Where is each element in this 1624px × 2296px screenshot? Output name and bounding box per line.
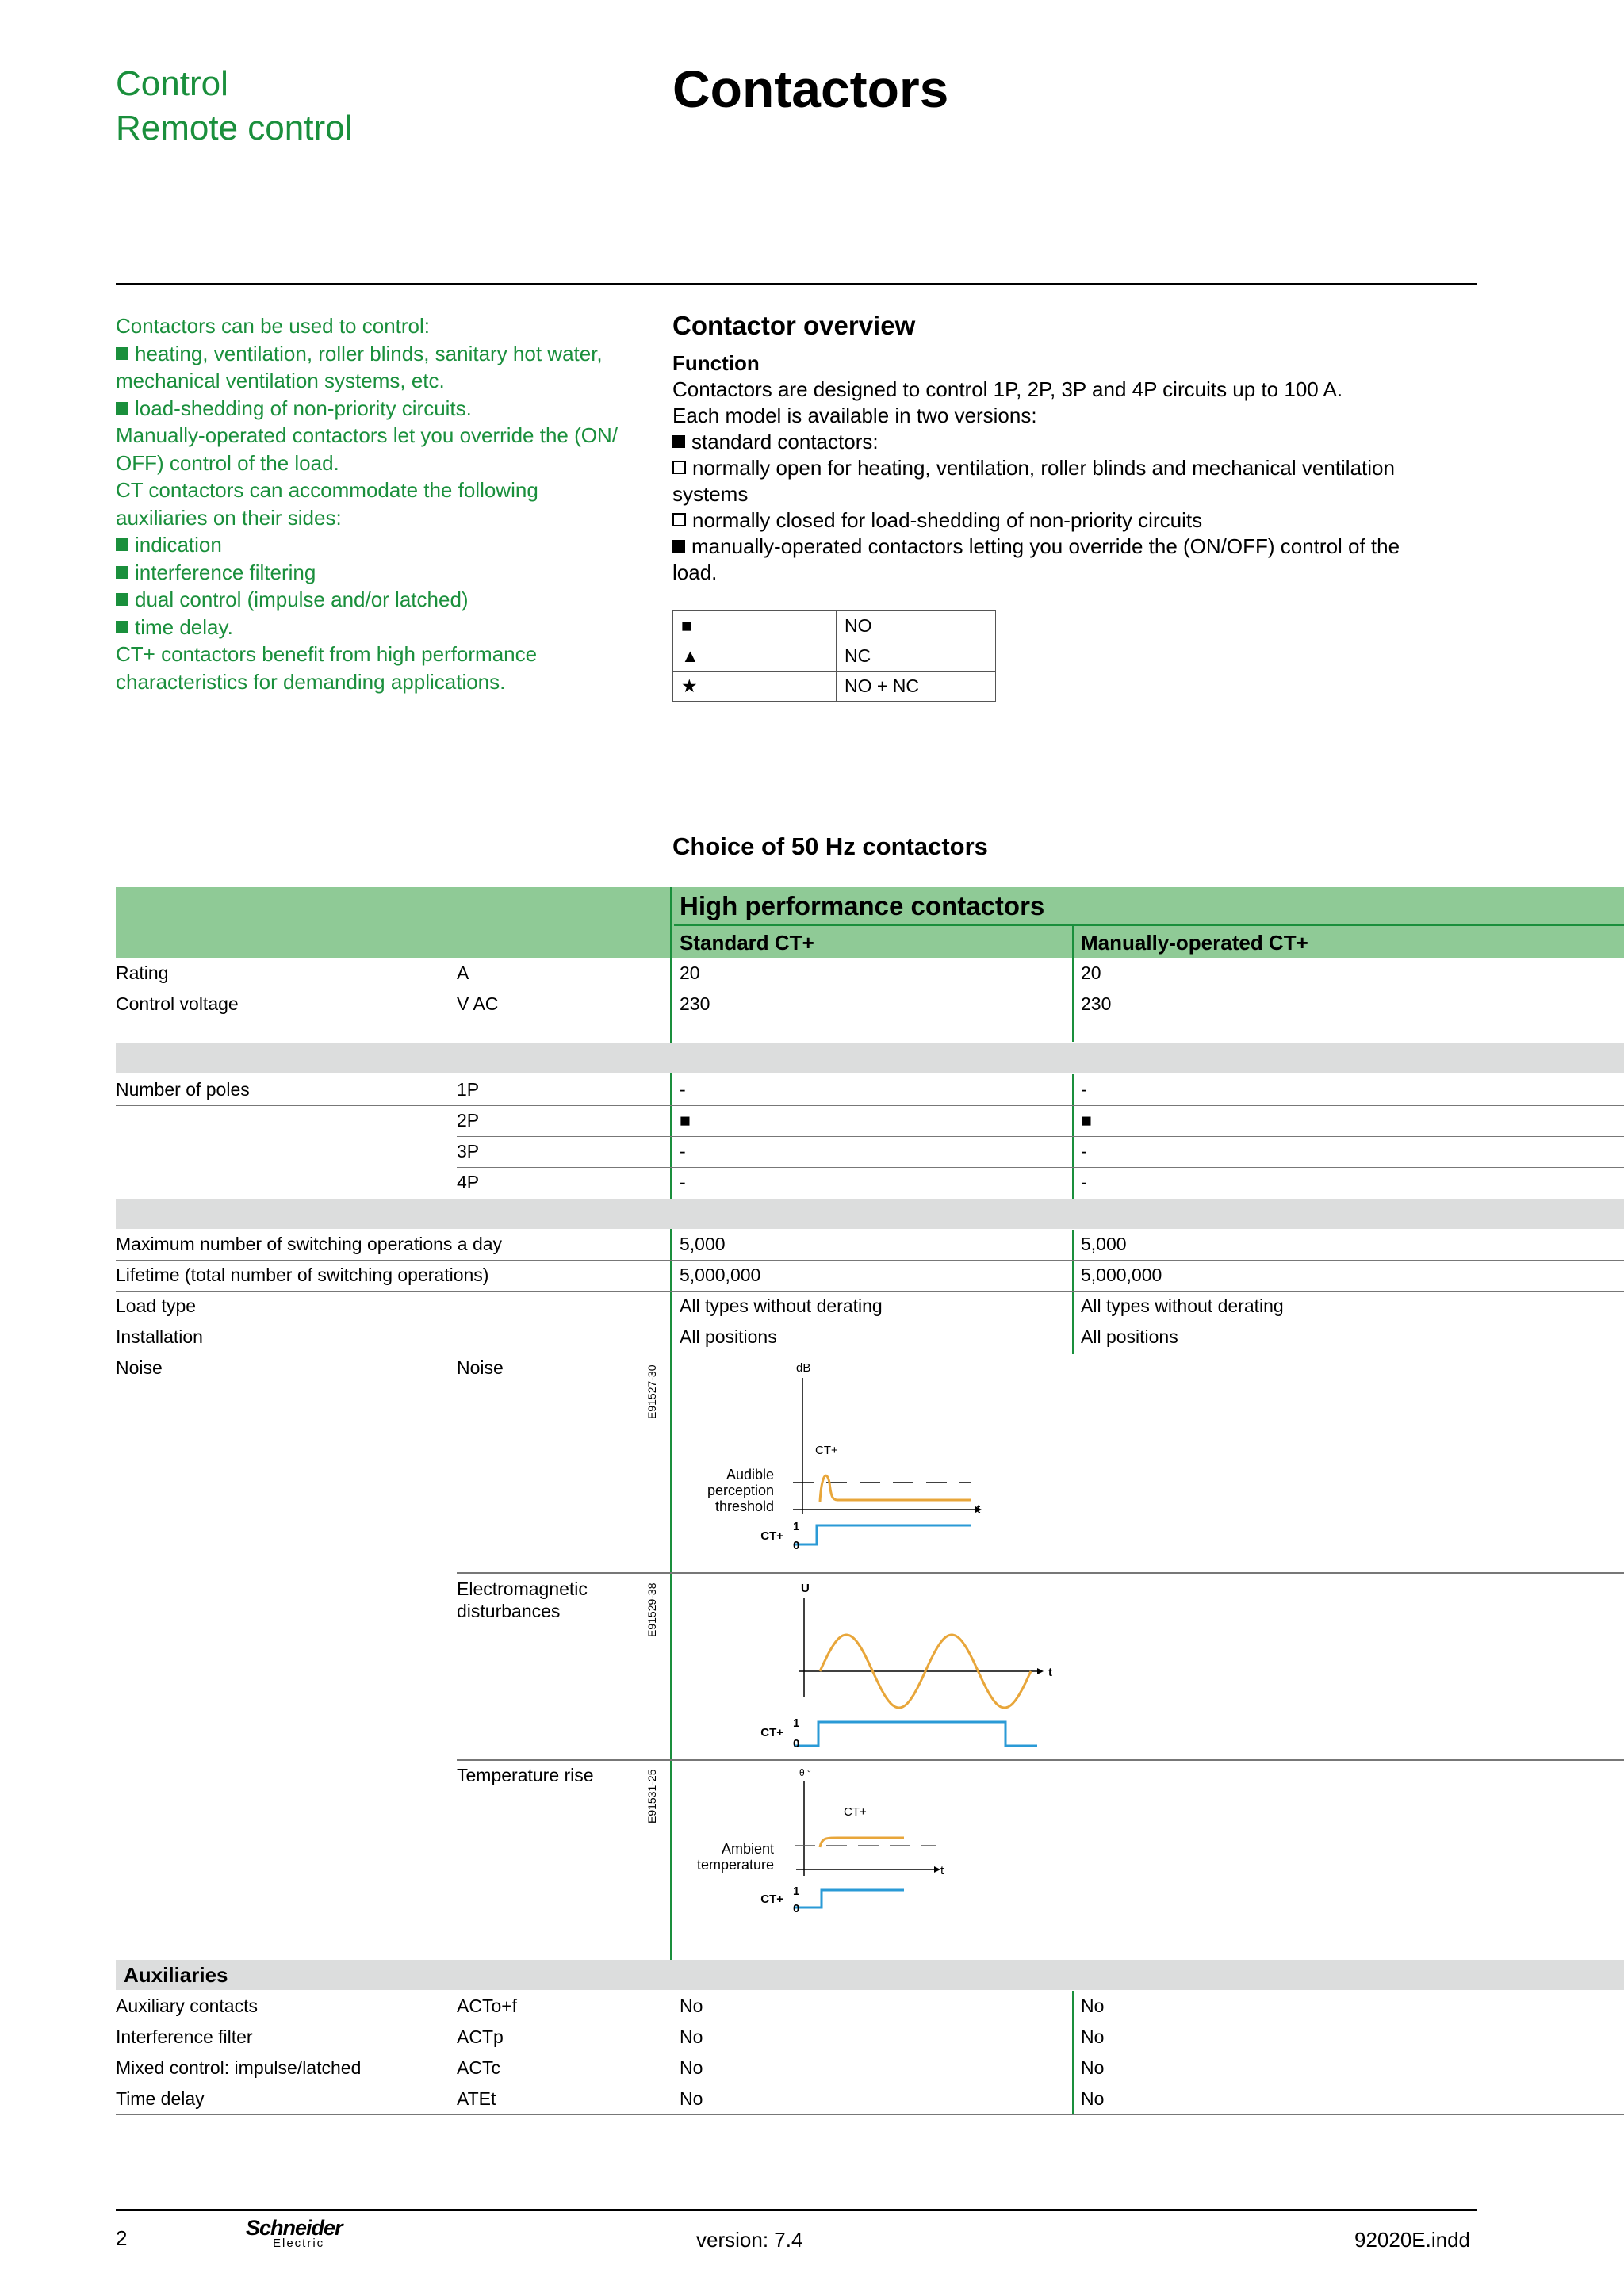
cell-standard: No	[680, 1996, 703, 2016]
overview-line	[672, 455, 1473, 481]
cell-standard: All positions	[680, 1326, 777, 1347]
ambient-label-line: temperature	[696, 1857, 774, 1873]
noise-diagram	[682, 1357, 999, 1556]
row-unit: ACTp	[457, 2026, 504, 2047]
table-row	[116, 1260, 1624, 1292]
control-signal	[795, 1722, 1037, 1746]
threshold-label-line: Audible	[726, 1467, 774, 1483]
arrow-icon	[934, 1866, 940, 1873]
intro-line: characteristics for demanding applications.	[116, 669, 506, 694]
cell-manual: 230	[1081, 993, 1112, 1014]
bullet-square-icon	[116, 621, 128, 633]
row-label: Installation	[116, 1326, 203, 1347]
row-label: Number of poles	[116, 1079, 250, 1100]
overview-line-text: standard contactors:	[691, 430, 879, 453]
header-divider	[116, 283, 1477, 285]
row-unit: ACTc	[457, 2057, 500, 2078]
table-row	[457, 1136, 1624, 1168]
overview-line: Contactors are designed to control 1P, 2P, 3P and 4P circuits up to 100 A.	[672, 377, 1343, 401]
row-unit: 3P	[457, 1141, 480, 1161]
legend-label: NO	[837, 611, 996, 641]
cell-standard: All types without derating	[680, 1295, 883, 1316]
col-manual-header: Manually-operated CT+	[1081, 931, 1308, 955]
table-row	[116, 2022, 1624, 2053]
intro-line	[116, 531, 647, 559]
noise-curve-label: CT+	[815, 1444, 838, 1457]
temp-curve-label: CT+	[844, 1805, 867, 1819]
legend-row	[673, 611, 996, 641]
signal-ctrl-label: CT+	[760, 1726, 783, 1739]
intro-line-text: interference filtering	[135, 560, 316, 584]
figure-ref: E91527-30	[645, 1364, 658, 1419]
emd-label-line: disturbances	[457, 1601, 561, 1621]
row-divider	[457, 1572, 1624, 1574]
legend-label: NO + NC	[837, 672, 996, 702]
table-row	[116, 1322, 1624, 1353]
cell-standard: No	[680, 2088, 703, 2109]
ambient-label-line: Ambient	[721, 1841, 774, 1857]
noise-y-axis-label: dB	[796, 1361, 811, 1375]
signal-zero-label: 0	[793, 1539, 800, 1552]
group-title: High performance contactors	[680, 891, 1045, 920]
emd-diagram	[682, 1578, 1063, 1756]
signal-one-label: 1	[793, 1885, 800, 1898]
bullet-square-icon	[116, 566, 128, 579]
row-unit: A	[457, 962, 469, 983]
section-band	[116, 1199, 1624, 1229]
intro-line: CT+ contactors benefit from high performance	[116, 642, 538, 666]
section-band	[116, 1043, 1624, 1073]
noise-sub-label: Noise	[457, 1357, 504, 1378]
intro-line-text: time delay.	[135, 614, 233, 639]
cell-standard: No	[680, 2057, 703, 2078]
intro-line: OFF) control of the load.	[116, 450, 339, 475]
signal-zero-label: 0	[793, 1737, 800, 1751]
bullet-square-icon	[116, 538, 128, 551]
overview-line: Each model is available in two versions:	[672, 404, 1037, 427]
cell-manual: All types without derating	[1081, 1295, 1284, 1316]
row-unit: V AC	[457, 993, 499, 1014]
row-label: Time delay	[116, 2088, 205, 2109]
table-row	[457, 1167, 1624, 1198]
table-row	[457, 1105, 1624, 1137]
bullet-square-icon	[672, 435, 685, 448]
cell-manual: No	[1081, 2057, 1105, 2078]
col-standard-header: Standard CT+	[680, 931, 814, 955]
control-signal	[795, 1890, 904, 1908]
legend-row	[673, 641, 996, 672]
row-label: Interference filter	[116, 2026, 253, 2047]
figure-ref: E91531-25	[645, 1769, 658, 1823]
legend-label: NC	[837, 641, 996, 672]
cell-manual: No	[1081, 1996, 1105, 2016]
figure-ref: E91529-38	[645, 1582, 658, 1637]
overview-line	[672, 429, 1473, 455]
control-signal	[795, 1525, 971, 1544]
intro-line: CT contactors can accommodate the following	[116, 478, 538, 502]
legend-symbol: ★	[673, 672, 837, 702]
row-label: Control voltage	[116, 993, 239, 1014]
intro-line	[116, 340, 647, 368]
contactor-overview	[672, 311, 1473, 586]
legend-symbol: ■	[673, 611, 837, 641]
arrow-icon	[1037, 1668, 1044, 1674]
overview-line-text: manually-operated contactors letting you override the (ON/OFF) control of the	[691, 534, 1400, 558]
row-label: Rating	[116, 962, 169, 983]
logo-line1: Schneider	[246, 2216, 343, 2240]
emd-label-line: Electromagnetic	[457, 1578, 588, 1599]
section-title-line1: Control	[116, 64, 228, 103]
bullet-square-icon	[672, 540, 685, 553]
cell-manual: No	[1081, 2088, 1105, 2109]
table-row	[116, 1229, 1624, 1261]
overview-line-text: normally open for heating, ventilation, roller blinds and mechanical ventilation	[692, 456, 1395, 480]
table-row	[116, 2084, 1624, 2115]
choice-heading: Choice of 50 Hz contactors	[672, 832, 988, 860]
intro-line: mechanical ventilation systems, etc.	[116, 369, 445, 392]
table-row	[116, 989, 1624, 1020]
overview-body	[672, 377, 1473, 586]
bullet-open-square-icon	[672, 461, 686, 474]
overview-line	[672, 534, 1473, 560]
temp-t-label: t	[940, 1864, 944, 1877]
intro-line-text: indication	[135, 533, 222, 557]
intro-line: auxiliaries on their sides:	[116, 505, 342, 530]
row-label: Mixed control: impulse/latched	[116, 2057, 362, 2078]
table-row	[116, 1291, 1624, 1322]
cell-standard: 5,000,000	[680, 1265, 761, 1285]
threshold-label-line: perception	[707, 1483, 774, 1498]
signal-ctrl-label: CT+	[760, 1529, 783, 1543]
overview-heading: Contactor overview	[672, 311, 916, 340]
version-label: version: 7.4	[696, 2228, 803, 2252]
noise-t-label: t	[977, 1502, 981, 1516]
intro-line	[116, 559, 647, 587]
intro-line: Manually-operated contactors let you override the (ON/	[116, 423, 618, 447]
legend-table	[672, 610, 996, 702]
cell-standard: -	[680, 1141, 686, 1161]
cell-manual: No	[1081, 2026, 1105, 2047]
bullet-square-icon	[116, 593, 128, 606]
noise-curve	[820, 1475, 971, 1502]
row-unit: 2P	[457, 1110, 480, 1131]
noise-label: Noise	[116, 1357, 163, 1378]
cell-standard: -	[680, 1172, 686, 1192]
row-label: Maximum number of switching operations a day	[116, 1234, 503, 1254]
table-row	[116, 1991, 1624, 2022]
emd-sub-label	[457, 1578, 588, 1622]
legend-row	[673, 672, 996, 702]
page-title: Contactors	[672, 59, 949, 118]
footer-divider	[116, 2209, 1477, 2211]
cell-manual: 20	[1081, 962, 1101, 983]
overview-line: load.	[672, 561, 718, 584]
section-title	[116, 62, 352, 151]
function-label: Function	[672, 351, 760, 375]
row-label: Auxiliary contacts	[116, 1996, 258, 2016]
aux-band	[116, 1960, 1624, 1990]
cell-standard: No	[680, 2026, 703, 2047]
overview-line: systems	[672, 482, 749, 506]
cell-standard: 230	[680, 993, 710, 1014]
intro-line: Contactors can be used to control:	[116, 314, 431, 338]
group-title-underline	[674, 924, 1624, 926]
temp-y-axis-label: θ °	[799, 1767, 811, 1778]
signal-ctrl-label: CT+	[760, 1892, 783, 1906]
cell-standard: 20	[680, 962, 700, 983]
intro-line	[116, 614, 647, 641]
cell-manual: -	[1081, 1141, 1087, 1161]
row-label: Lifetime (total number of switching operations)	[116, 1265, 489, 1285]
legend-symbol: ▲	[673, 641, 837, 672]
bullet-square-icon	[116, 347, 128, 360]
cell-manual: -	[1081, 1172, 1087, 1192]
row-divider	[457, 1759, 1624, 1761]
threshold-label-line: threshold	[714, 1498, 774, 1514]
temp-sub-label: Temperature rise	[457, 1765, 594, 1785]
aux-heading: Auxiliaries	[124, 1963, 228, 1987]
cell-standard: ■	[680, 1110, 691, 1131]
cell-manual: All positions	[1081, 1326, 1178, 1347]
row-unit: ATEt	[457, 2088, 496, 2109]
bullet-open-square-icon	[672, 513, 686, 526]
emd-t-label: t	[1048, 1666, 1052, 1679]
cell-manual: ■	[1081, 1110, 1092, 1131]
intro-text	[116, 312, 647, 695]
temp-diagram	[682, 1765, 999, 1923]
cell-manual: 5,000,000	[1081, 1265, 1162, 1285]
page-number: 2	[116, 2226, 128, 2250]
emd-y-axis-label: U	[801, 1582, 810, 1595]
cell-manual: -	[1081, 1079, 1087, 1100]
cell-standard: -	[680, 1079, 686, 1100]
row-label: Load type	[116, 1295, 197, 1316]
intro-line-text: dual control (impulse and/or latched)	[135, 587, 469, 611]
intro-line-text: heating, ventilation, roller blinds, sanitary hot water,	[135, 341, 603, 365]
overview-line	[672, 507, 1473, 534]
row-unit: 4P	[457, 1172, 480, 1192]
signal-one-label: 1	[793, 1716, 800, 1730]
overview-line-text: normally closed for load-shedding of non-priority circuits	[692, 508, 1203, 532]
intro-line	[116, 586, 647, 614]
intro-line	[116, 395, 647, 423]
intro-line-text: load-shedding of non-priority circuits.	[135, 396, 472, 420]
cell-manual: 5,000	[1081, 1234, 1127, 1254]
table-row	[116, 2053, 1624, 2084]
table-row	[116, 958, 1624, 989]
signal-one-label: 1	[793, 1520, 800, 1533]
row-unit: 1P	[457, 1079, 480, 1100]
section-title-line2: Remote control	[116, 109, 353, 147]
signal-zero-label: 0	[793, 1902, 800, 1915]
brand-logo	[246, 2216, 343, 2252]
file-name: 92020E.indd	[1354, 2228, 1471, 2252]
logo-line2: Electric	[273, 2237, 325, 2250]
cell-standard: 5,000	[680, 1234, 726, 1254]
bullet-square-icon	[116, 402, 128, 415]
row-unit: ACTo+f	[457, 1996, 518, 2016]
table-row	[116, 1074, 1624, 1106]
